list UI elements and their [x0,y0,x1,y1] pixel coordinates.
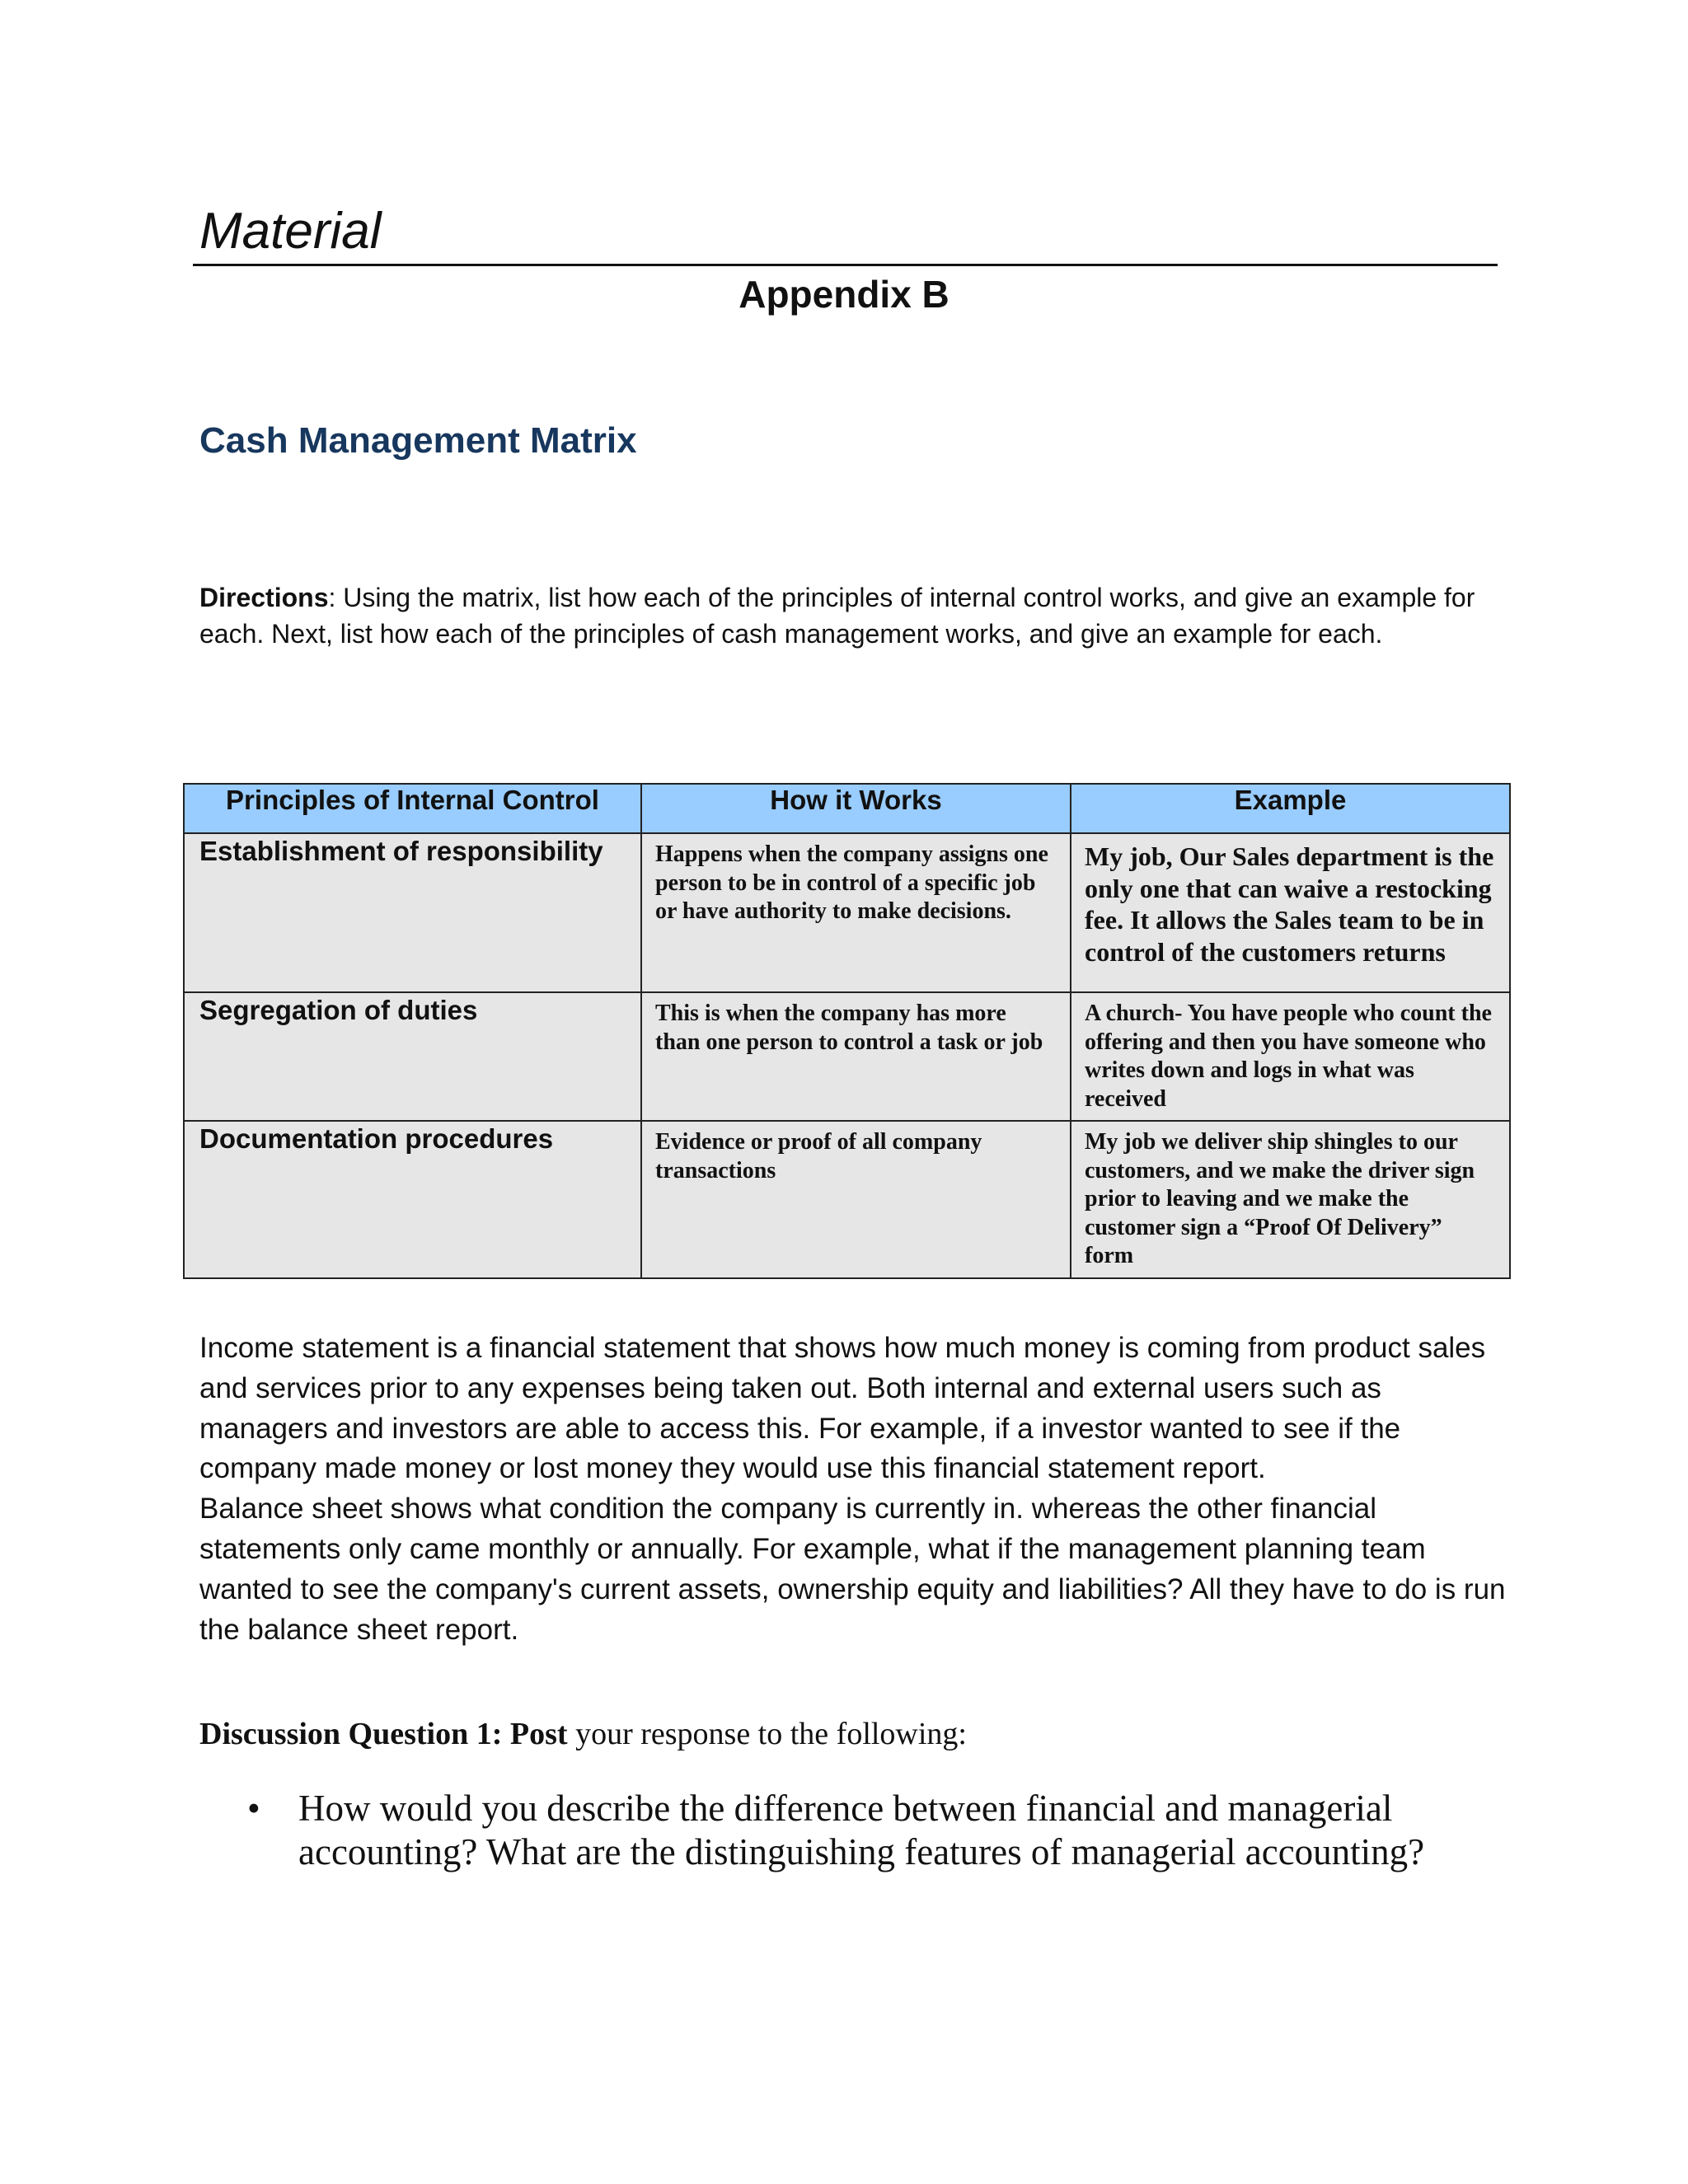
balance-sheet-paragraph: Balance sheet shows what condition the company is currently in. whereas the other financial statements only came monthly or annually. For example, what if the management planning team wanted to see the company's current assets, ownership equity and liabilities? All they have to do is run the balance sheet report. [199,1493,1506,1646]
how-it-works-cell: Happens when the company assigns one person to be in control of a specific job or have authority to make decisions. [641,833,1071,992]
example-cell: My job we deliver ship shingles to our customers, and we make the driver sign prior to leaving and we make the customer sign a “Proof Of Delivery” form [1071,1121,1510,1278]
principle-cell: Establishment of responsibility [184,833,641,992]
header-example: Example [1071,784,1510,833]
directions-text [199,579,1502,652]
how-it-works-cell: This is when the company has more than one person to control a task or job [641,992,1071,1121]
header-how-it-works: How it Works [641,784,1071,833]
directions-body: : Using the matrix, list how each of the principles of internal control works, and give an example for each. Next, list how each of the principles of cash management works, and give an example for each. [199,583,1475,649]
body-text [199,1329,1510,1650]
list-item [247,1787,1484,1874]
header-title: Material [199,203,382,260]
discussion-prompt: your response to the following: [567,1717,967,1751]
principle-cell: Segregation of duties [184,992,641,1121]
bullet-icon: • [247,1788,260,1829]
income-statement-paragraph: Income statement is a financial statement that shows how much money is coming from product sales and services prior to any expenses being taken out. Both internal and external users such as managers and investors are able to access this. For example, if a investor wanted to see if the company made money or lost money they would use this financial statement report. [199,1332,1486,1485]
example-cell: My job, Our Sales department is the only one that can waive a restocking fee. It allows the Sales team to be in control of the customers returns [1071,833,1510,992]
discussion-label: Discussion Question 1: Post [199,1717,568,1751]
discussion-bullet-text: How would you describe the difference between financial and managerial accounting? What are the distinguishing features of managerial accounting? [298,1788,1425,1872]
example-cell: A church- You have people who count the offering and then you have someone who writes down and logs in what was received [1071,992,1510,1121]
section-title: Cash Management Matrix [199,420,637,461]
cash-management-matrix [183,783,1511,1279]
table-row [184,992,1510,1121]
appendix-title: Appendix B [738,273,950,316]
table-row [184,1121,1510,1278]
principle-cell: Documentation procedures [184,1121,641,1278]
discussion-heading [199,1716,967,1752]
how-it-works-cell: Evidence or proof of all company transactions [641,1121,1071,1278]
table-row [184,833,1510,992]
header-principles: Principles of Internal Control [184,784,641,833]
discussion-bullets [247,1787,1484,1874]
directions-label: Directions [199,583,329,612]
matrix-header-row [184,784,1510,833]
page-header [193,198,1498,266]
